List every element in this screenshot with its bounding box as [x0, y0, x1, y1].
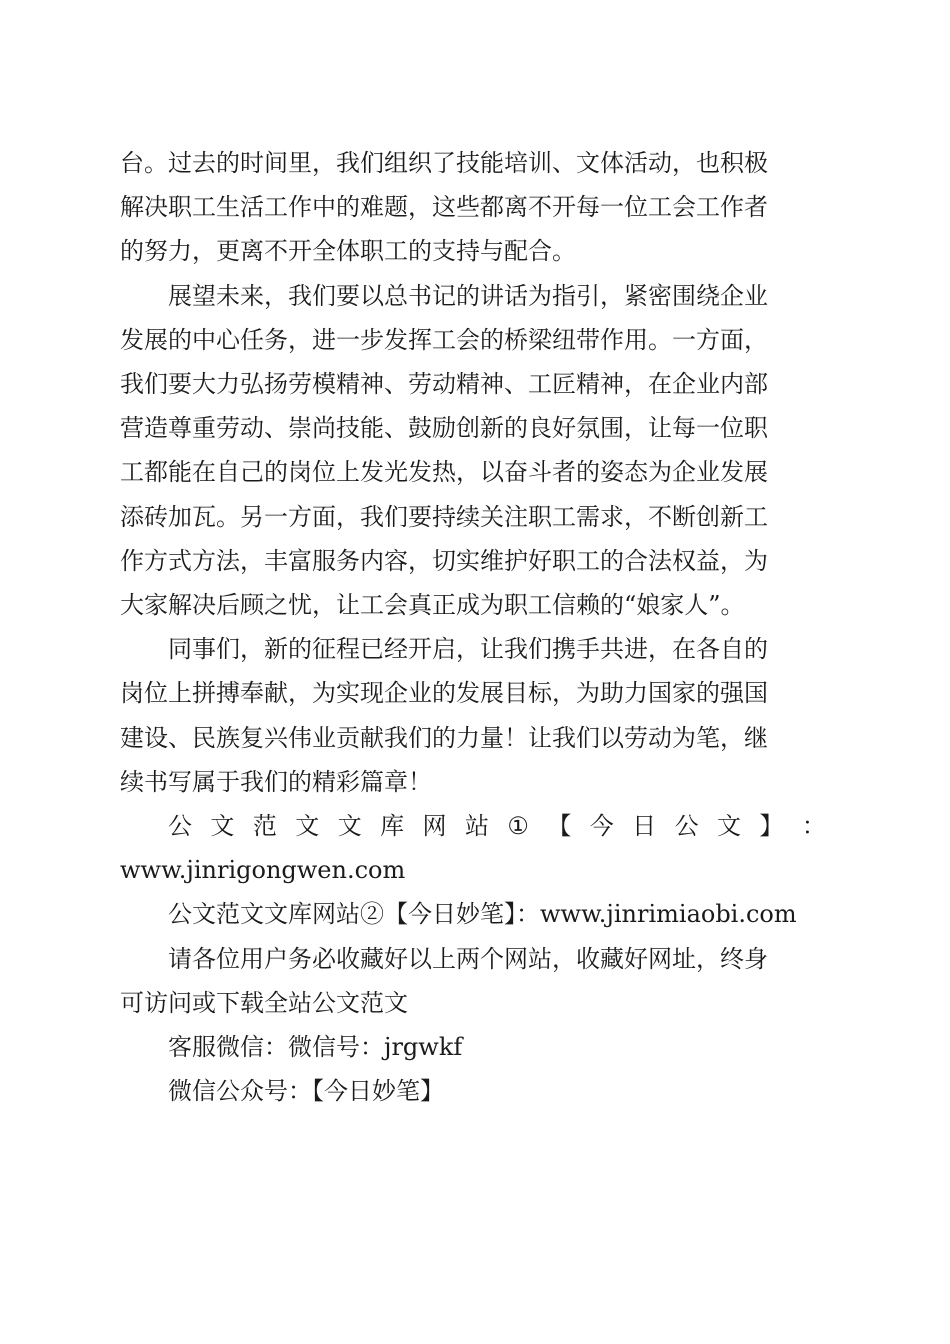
site1-char: 范 — [252, 812, 277, 841]
site1-char: 网 — [422, 812, 447, 841]
site1-char: 【 — [547, 812, 572, 841]
site1-char: 公 — [674, 812, 699, 841]
text-line: 建设、民族复兴伟业贡献我们的力量！让我们以劳动为笔，继 — [120, 723, 768, 752]
site2-paragraph — [120, 892, 826, 936]
text-line: 工都能在自己的岗位上发光发热，以奋斗者的姿态为企业发展 — [120, 458, 768, 487]
text-line: 我们要大力弘扬劳模精神、劳动精神、工匠精神，在企业内部 — [120, 370, 768, 399]
paragraph-continuation — [120, 141, 826, 274]
site1-char: 】 — [759, 812, 784, 841]
paragraph-outlook — [120, 274, 826, 628]
site1-label — [120, 804, 826, 848]
wechat-service: 客服微信：微信号：jrgwkf — [168, 1033, 463, 1062]
site1-char: ① — [507, 812, 529, 841]
site1-char: 日 — [632, 812, 657, 841]
notice-paragraph — [120, 937, 826, 1025]
text-line: 展望未来，我们要以总书记的讲话为指引，紧密围绕企业 — [168, 281, 768, 310]
site2-text: 公文范文文库网站②【今日妙笔】：www.jinrimiaobi.com — [168, 900, 797, 929]
site1-char: 今 — [589, 812, 614, 841]
text-line: 岗位上拼搏奉献，为实现企业的发展目标，为助力国家的强国 — [120, 679, 768, 708]
site1-char: 站 — [464, 812, 489, 841]
text-line: 续书写属于我们的精彩篇章！ — [120, 767, 432, 796]
text-line: 台。过去的时间里，我们组织了技能培训、文体活动，也积极 — [120, 149, 768, 177]
site1-char: 库 — [380, 812, 405, 841]
text-line: 的努力，更离不开全体职工的支持与配合。 — [120, 237, 576, 266]
wechat-service-paragraph — [120, 1025, 826, 1069]
text-line: 营造尊重劳动、崇尚技能、鼓励创新的良好氛围，让每一位职 — [120, 414, 768, 443]
site1-url: www.jinrigongwen.com — [120, 856, 406, 885]
site1-char: 文 — [337, 812, 362, 841]
wechat-public: 微信公众号：【今日妙笔】 — [168, 1077, 444, 1106]
site1-char: ： — [801, 812, 826, 841]
text-line: 请各位用户务必收藏好以上两个网站，收藏好网址，终身 — [168, 944, 768, 973]
paragraph-closing — [120, 627, 826, 804]
text-line: 大家解决后顾之忧，让工会真正成为职工信赖的“娘家人”。 — [120, 591, 745, 620]
text-line: 发展的中心任务，进一步发挥工会的桥梁纽带作用。一方面， — [120, 325, 768, 354]
site1-char: 文 — [717, 812, 741, 841]
site1-char: 公 — [168, 812, 192, 841]
site1-char: 文 — [295, 812, 320, 841]
text-line: 可访问或下载全站公文范文 — [120, 988, 408, 1017]
site1-char: 文 — [210, 812, 235, 841]
text-line: 添砖加瓦。另一方面，我们要持续关注职工需求，不断创新工 — [120, 502, 768, 531]
wechat-public-paragraph — [120, 1069, 826, 1113]
document-page — [120, 141, 826, 1113]
site1-url-paragraph — [120, 848, 826, 892]
text-line: 同事们，新的征程已经开启，让我们携手共进，在各自的 — [168, 635, 768, 664]
text-line: 作方式方法，丰富服务内容，切实维护好职工的合法权益，为 — [120, 546, 768, 575]
text-line: 解决职工生活工作中的难题，这些都离不开每一位工会工作者 — [120, 193, 768, 222]
